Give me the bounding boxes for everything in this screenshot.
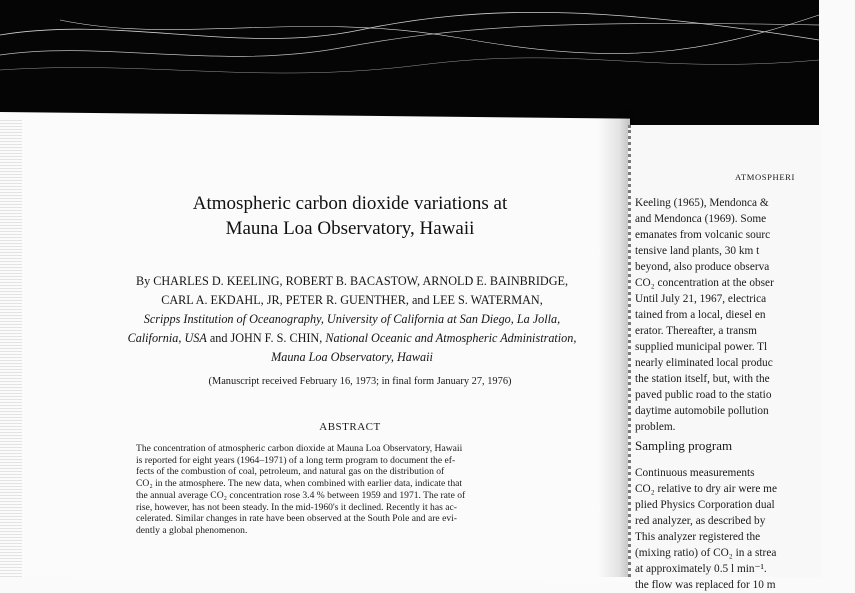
abstract-line: fects of the combustion of coal, petroleum, and natural gas on the distribution of	[136, 466, 445, 478]
right-page-text-top	[635, 195, 855, 435]
abstract-heading: ABSTRACT	[319, 421, 381, 433]
title-line-1: Atmospheric carbon dioxide variations at	[192, 193, 508, 214]
text-line: Until July 21, 1967, electrica	[635, 293, 767, 305]
text-line: tained from a local, diesel en	[635, 309, 766, 321]
text-line: problem.	[635, 421, 676, 433]
text-line: the station itself, but, with the	[635, 373, 770, 385]
abstract-body	[136, 443, 566, 537]
article-title	[120, 191, 580, 241]
text-line: emanates from volcanic sourc	[635, 229, 771, 241]
text-line: This analyzer registered the	[635, 531, 761, 543]
text-line: erator. Thereafter, a transm	[635, 325, 757, 337]
text-line: CO₂ concentration at the obser	[635, 277, 774, 289]
affiliation-location: California, USA	[127, 331, 207, 345]
affiliation-extra-author: and JOHN F. S. CHIN,	[206, 331, 326, 345]
abstract-line: The concentration of atmospheric carbon dioxide at Mauna Loa Observatory, Hawaii	[136, 443, 463, 454]
affiliation-line-3: Mauna Loa Observatory, Hawaii	[271, 350, 433, 364]
text-line: red analyzer, as described by	[635, 515, 766, 527]
title-line-2: Mauna Loa Observatory, Hawaii	[225, 218, 475, 239]
text-line: daytime automobile pollution	[635, 405, 769, 417]
scan-dark-background	[0, 0, 819, 125]
abstract-line: celerated. Similar changes in rate have been observed at the South Pole and are evi-	[136, 513, 457, 525]
text-line: plied Physics Corporation dual	[635, 499, 775, 511]
right-page-paper	[628, 125, 822, 591]
scan-artifact-lines	[0, 0, 819, 125]
affiliation-noaa: National Oceanic and Atmospheric Administration,	[325, 331, 577, 345]
text-line: supplied municipal power. Tl	[635, 341, 768, 353]
running-head: ATMOSPHERI	[735, 172, 795, 182]
right-page-text-bottom	[635, 465, 855, 593]
text-line: CO₂ relative to dry air were me	[635, 483, 777, 495]
text-line: paved public road to the statio	[635, 389, 772, 401]
text-line: nearly eliminated local produc	[635, 357, 773, 369]
page-edge-fringe	[0, 120, 22, 577]
text-line: and Mendonca (1969). Some	[635, 213, 767, 225]
abstract-line: CO₂ in the atmosphere. The new data, when combined with earlier data, indicate that	[136, 478, 463, 490]
abstract-line: rise, however, has not been steady. In the mid-1960's it declined. Recently it has ac-	[136, 501, 457, 513]
abstract-line: is reported for eight years (1964–1971) of a long term program to document the ef-	[136, 454, 456, 466]
manuscript-received-note: (Manuscript received February 16, 1973; in final form January 27, 1976)	[208, 376, 512, 387]
text-line: (mixing ratio) of CO₂ in a strea	[635, 547, 777, 559]
affiliation-line-2	[92, 329, 612, 348]
abstract-line: dently a global phenomenon.	[136, 524, 248, 536]
text-line: beyond, also produce observa	[635, 261, 770, 273]
text-line: Keeling (1965), Mendonca &	[635, 197, 769, 209]
authors-line-2: CARL A. EKDAHL, JR, PETER R. GUENTHER, and LEE S. WATERMAN,	[161, 293, 543, 307]
authors-line-1: By CHARLES D. KEELING, ROBERT B. BACASTOW, ARNOLD E. BAINBRIDGE,	[135, 274, 569, 288]
abstract-line: the annual average CO₂ concentration rose 3.4 % between 1959 and 1971. The rate of	[136, 489, 466, 501]
text-line: the flow was replaced for 10 m	[635, 579, 776, 591]
affiliation-line-1: Scripps Institution of Oceanography, University of California at San Diego, La Jolla,	[143, 312, 561, 326]
author-block	[92, 272, 612, 367]
text-line: Continuous measurements	[635, 467, 755, 479]
text-line: tensive land plants, 30 km t	[635, 245, 760, 257]
text-line: at approximately 0.5 l min⁻¹.	[635, 563, 767, 575]
section-heading: Sampling program	[635, 438, 733, 453]
